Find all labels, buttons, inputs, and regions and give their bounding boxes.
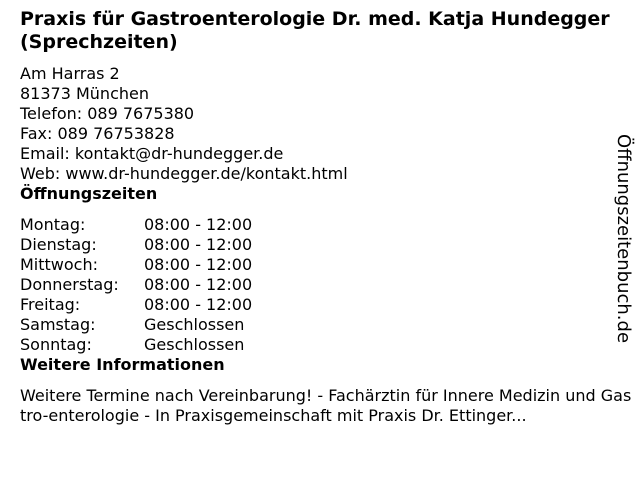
- website-url: Web: www.dr-hundegger.de/kontakt.html: [20, 164, 348, 183]
- site-watermark: Öffnungszeitenbuch.de: [613, 134, 634, 344]
- street-address: Am Harras 2: [20, 64, 120, 83]
- day-label: Samstag:: [20, 315, 96, 334]
- time-value: Geschlossen: [144, 315, 245, 334]
- more-info-heading: Weitere Informationen: [20, 355, 225, 374]
- hours-row: [20, 335, 620, 355]
- day-label: Dienstag:: [20, 235, 97, 254]
- postal-city: 81373 München: [20, 84, 149, 103]
- day-label: Sonntag:: [20, 335, 92, 354]
- day-label: Freitag:: [20, 295, 81, 314]
- day-label: Mittwoch:: [20, 255, 98, 274]
- time-value: 08:00 - 12:00: [144, 255, 253, 274]
- time-value: Geschlossen: [144, 335, 245, 354]
- email-address: Email: kontakt@dr-hundegger.de: [20, 144, 284, 163]
- hours-row: [20, 295, 620, 315]
- more-info-text: Weitere Termine nach Vereinbarung! - Fachärztin für Innere Medizin und Gastro-enterologie - In Praxisgemeinschaft mit Praxis Dr. Ettinger...: [20, 386, 632, 425]
- hours-row: [20, 235, 620, 255]
- day-label: Montag:: [20, 215, 86, 234]
- page-title: Praxis für Gastroenterologie Dr. med. Katja Hundegger (Sprechzeiten): [20, 8, 610, 53]
- hours-row: [20, 255, 620, 275]
- time-value: 08:00 - 12:00: [144, 215, 253, 234]
- address-block: [20, 64, 620, 184]
- opening-hours-heading: Öffnungszeiten: [20, 184, 158, 203]
- time-value: 08:00 - 12:00: [144, 295, 253, 314]
- hours-row: [20, 215, 620, 235]
- opening-hours-table: [20, 215, 620, 355]
- day-label: Donnerstag:: [20, 275, 119, 294]
- hours-row: [20, 315, 620, 335]
- hours-row: [20, 275, 620, 295]
- fax-number: Fax: 089 76753828: [20, 124, 175, 143]
- time-value: 08:00 - 12:00: [144, 275, 253, 294]
- time-value: 08:00 - 12:00: [144, 235, 253, 254]
- phone-number: Telefon: 089 7675380: [20, 104, 195, 123]
